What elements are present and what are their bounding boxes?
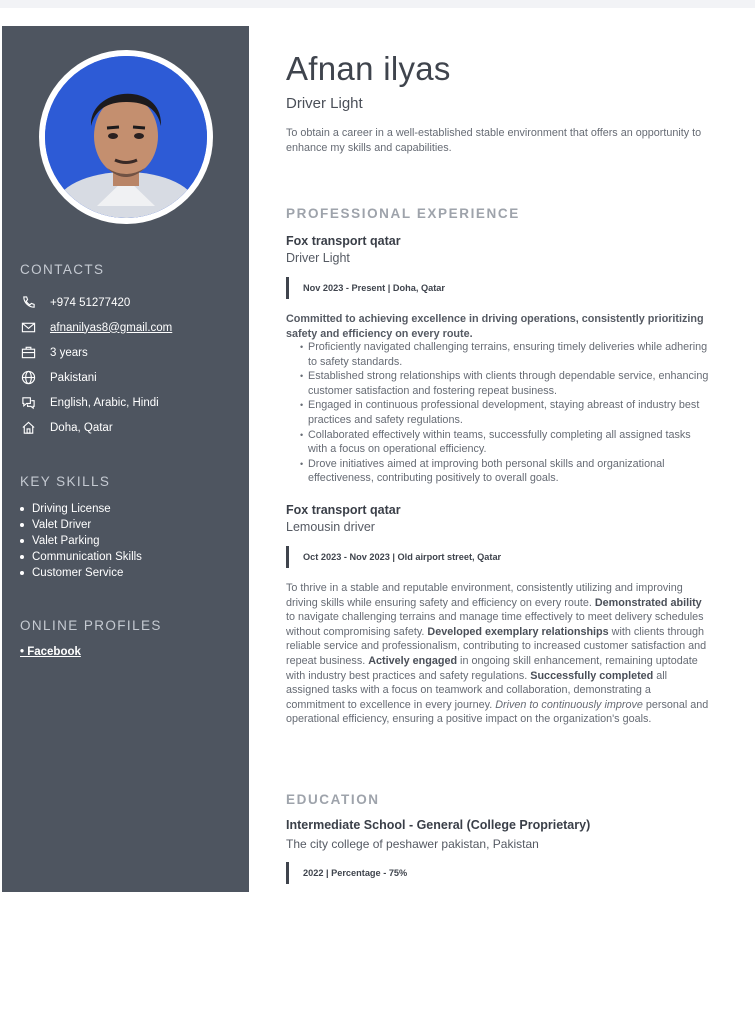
emphasis-text: Successfully completed [530,669,654,682]
skill-item: Communication Skills [20,549,142,565]
emphasis-text: Actively engaged [368,654,458,667]
sidebar [2,26,249,892]
job-bullet: • Collaborated effectively within teams, successfully completing all assigned tasks with a focus on operational efficiency. [300,428,712,457]
top-strip [0,0,755,8]
facebook-link[interactable]: • Facebook [20,646,81,658]
contact-phone [18,290,238,315]
paragraph-text: with clients through reliable service and professionalism, contributing to increased customer satisfaction and repeat business. [286,625,707,667]
globe-icon [18,370,38,386]
job-dates: Nov 2023 - Present | Doha, Qatar [286,277,445,299]
contact-languages [18,390,238,415]
contact-phone-text: +974 51277420 [50,296,131,309]
skill-item: Valet Driver [20,517,142,533]
job-company: Fox transport qatar [286,503,401,517]
skill-item: Valet Parking [20,533,142,549]
job-title: Lemousin driver [286,520,375,534]
objective-line: To obtain a career in a well-established stable environment that offers an opportunity to [286,127,702,139]
job-company: Fox transport qatar [286,234,401,248]
education-place: The city college of peshawer pakistan, Pakistan [286,837,539,851]
education-heading: EDUCATION [286,792,380,807]
contact-nationality-text: Pakistani [50,371,97,384]
contacts-heading: CONTACTS [20,262,105,277]
briefcase-icon [18,345,38,361]
contact-list [18,290,238,440]
job-title: Driver Light [286,251,350,265]
job-dates: Oct 2023 - Nov 2023 | Old airport street, Qatar [286,546,501,568]
job-bullet: • Established strong relationships with clients through dependable service, enhancing customer satisfaction and fostering repeat business. [300,369,712,398]
contact-experience [18,340,238,365]
contact-languages-text: English, Arabic, Hindi [50,396,159,409]
contact-nationality [18,365,238,390]
experience-heading: PROFESSIONAL EXPERIENCE [286,206,520,221]
job-bullets [300,340,712,486]
profile-photo [45,56,207,218]
job-bullet: • Drove initiatives aimed at improving both personal skills and organizational effectiveness, contributing positively to overall goals. [300,457,712,486]
contact-email-link[interactable]: afnanilyas8@gmail.com [50,321,173,334]
key-skills-heading: KEY SKILLS [20,474,111,489]
skills-list [20,501,142,581]
home-icon [18,420,38,436]
skill-item: Customer Service [20,565,142,581]
objective-line: enhance my skills and capabilities. [286,141,452,154]
emphasis-text: Developed exemplary relationships [427,625,609,638]
objective [286,126,706,155]
contact-email[interactable] [18,315,238,340]
education-school: Intermediate School - General (College Proprietary) [286,818,591,832]
paragraph-text: To thrive in a stable and reputable environment, consistently utilizing and improving driving skills while ensuring safety and efficiency on every route. [286,582,683,609]
candidate-role: Driver Light [286,95,363,112]
skill-item: Driving License [20,501,142,517]
language-icon [18,395,38,411]
job-description [286,581,711,727]
paragraph-text: all assigned tasks with a focus on teamwork and collaboration, demonstrating a commitment to excellence in every journey. [286,669,668,711]
emphasis-text: Demonstrated ability [594,596,702,609]
avatar-frame [39,50,213,224]
job-bullet: • Proficiently navigated challenging terrains, ensuring timely deliveries while adhering to safety standards. [300,340,712,369]
contact-location-text: Doha, Qatar [50,421,113,434]
contact-experience-text: 3 years [50,346,88,359]
candidate-name: Afnan ilyas [286,50,451,87]
paragraph-text: to navigate challenging terrains and manage time effectively to meet delivery schedules without compromising safety. [286,611,704,638]
online-profiles-heading: ONLINE PROFILES [20,618,162,633]
paragraph-text: in ongoing skill enhancement, remaining uptodate with industry best practices and safety regulations. [286,654,698,682]
email-icon [18,320,38,336]
job-summary: Committed to achieving excellence in driving operations, consistently prioritizing safety and efficiency on every route. [286,313,704,340]
contact-location [18,415,238,440]
job-bullet: • Engaged in continuous professional development, staying abreast of industry best practices and safety regulations. [300,398,712,427]
paragraph-text: personal and operational efficiency, ensuring a positive impact on the organization's goals. [286,698,709,726]
avatar [45,56,207,218]
phone-icon [18,295,38,311]
italic-text: Driven to continuously improve [495,698,643,711]
education-dates: 2022 | Percentage - 75% [286,862,407,884]
